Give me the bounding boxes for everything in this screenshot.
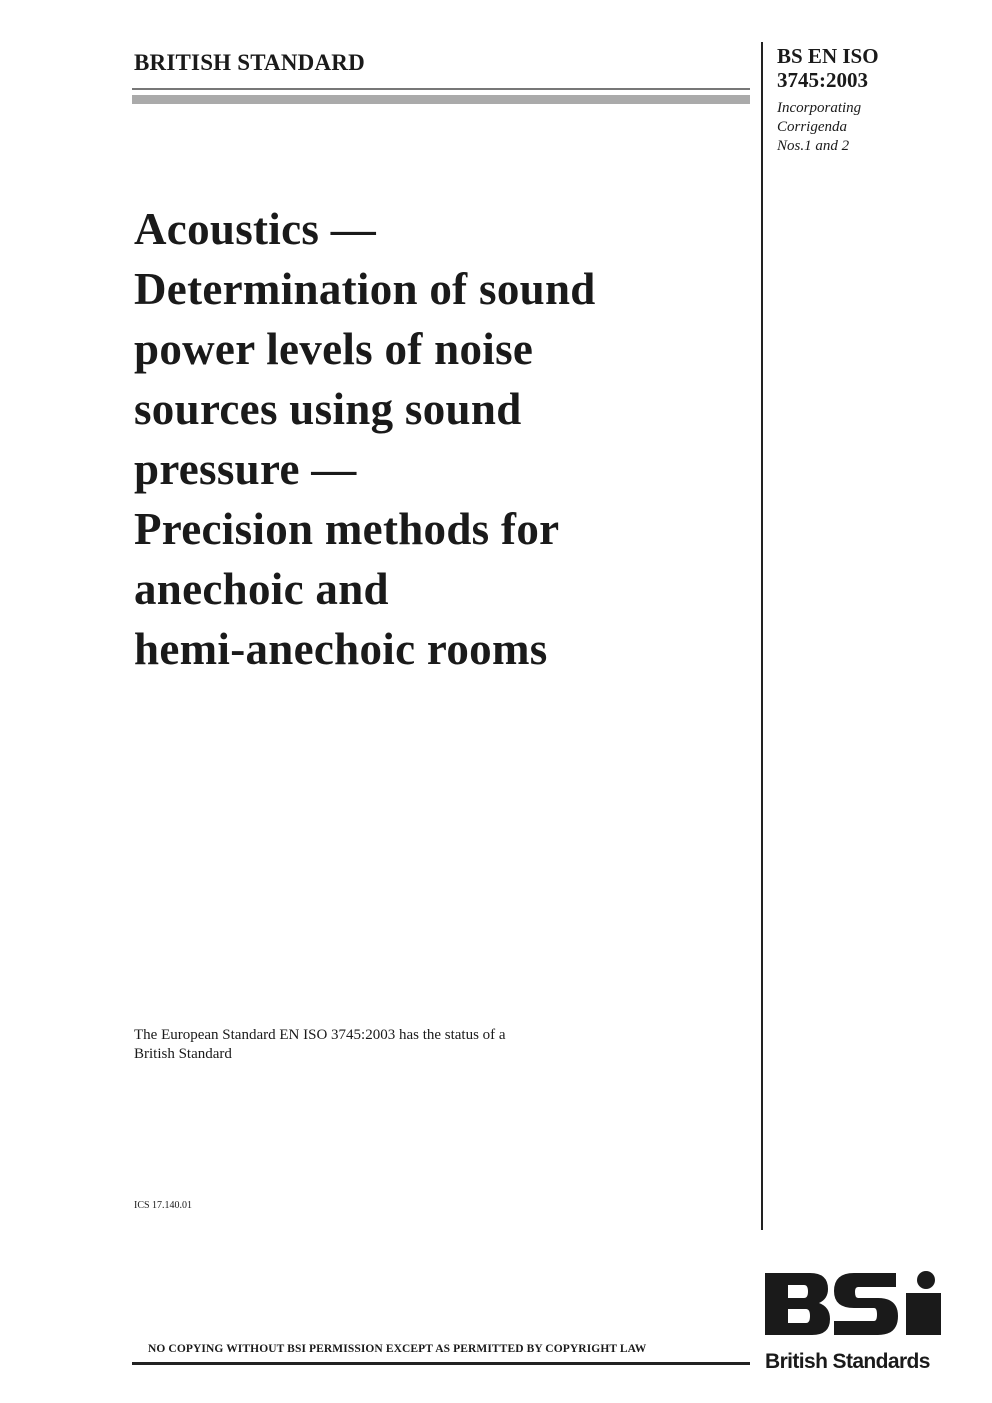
header-rule-thick [132, 95, 750, 104]
standard-number-line2: 3745:2003 [777, 68, 868, 92]
bsi-logo-letter-i-dot [917, 1271, 935, 1289]
corrigenda-note [777, 99, 861, 156]
title-line: Acoustics — [134, 204, 377, 254]
bsi-logo-letter-s [834, 1273, 898, 1335]
title-line: sources using sound [134, 384, 522, 434]
header-rule-thin [132, 88, 750, 90]
corrigenda-line: Nos.1 and 2 [777, 138, 850, 154]
ics-code: ICS 17.140.01 [134, 1200, 193, 1211]
corrigenda-line: Incorporating [777, 100, 862, 116]
standard-number [777, 44, 879, 92]
bsi-logo-caption: British Standards [765, 1350, 930, 1373]
status-line: British Standard [134, 1046, 232, 1062]
standard-number-line1: BS EN ISO [777, 44, 879, 68]
document-type-label: BRITISH STANDARD [134, 50, 365, 75]
title-line: anechoic and [134, 564, 389, 614]
title-line: hemi-anechoic rooms [134, 624, 548, 674]
title-line: power levels of noise [134, 324, 534, 374]
footer-rule [132, 1362, 750, 1365]
status-statement [134, 1026, 506, 1064]
copyright-notice: NO COPYING WITHOUT BSI PERMISSION EXCEPT AS PERMITTED BY COPYRIGHT LAW [148, 1343, 647, 1355]
title-line: Determination of sound [134, 264, 596, 314]
title-line: pressure — [134, 444, 357, 494]
document-title [134, 199, 744, 679]
title-line: Precision methods for [134, 504, 560, 554]
bsi-logo-letter-b [765, 1273, 830, 1335]
bsi-logo-letter-i-stem [906, 1293, 941, 1335]
vertical-divider [761, 42, 763, 1230]
status-line: The European Standard EN ISO 3745:2003 has the status of a [134, 1027, 506, 1043]
corrigenda-line: Corrigenda [777, 119, 848, 135]
